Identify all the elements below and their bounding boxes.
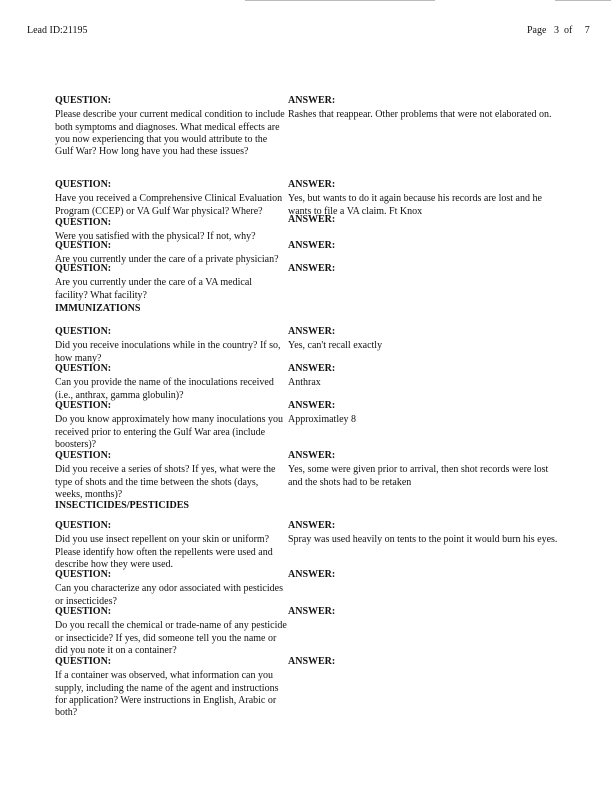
- question-text: If a container was observed, what information can you supply, including the name of the agent and instructions for application? Were instructions in English, Arabic or both?: [55, 670, 279, 719]
- question-text: Can you provide the name of the inoculations received (i.e., anthrax, gamma globulin)?: [55, 377, 274, 401]
- lead-id: Lead ID:21195: [27, 25, 88, 36]
- question-label: QUESTION:: [55, 326, 112, 337]
- question-label: QUESTION:: [55, 520, 112, 531]
- question-block: [55, 326, 287, 365]
- answer-block: [288, 363, 558, 390]
- answer-block: [288, 520, 558, 547]
- page-number: Page 3 of 7: [527, 25, 590, 36]
- question-block: [55, 520, 287, 571]
- question-block: [55, 263, 287, 302]
- answer-label: ANSWER:: [288, 606, 336, 617]
- answer-label: ANSWER:: [288, 240, 336, 251]
- answer-block: [288, 179, 558, 218]
- answer-label: ANSWER:: [288, 656, 336, 667]
- answer-block: [288, 240, 558, 254]
- answer-block: [288, 656, 558, 670]
- question-text: Did you receive a series of shots? If yes, what were the type of shots and the time between the shots (days, weeks, months)?: [55, 464, 276, 500]
- question-label: QUESTION:: [55, 450, 112, 461]
- answer-text: Spray was used heavily on tents to the point it would burn his eyes.: [288, 534, 558, 546]
- answer-text: Yes, can't recall exactly: [288, 340, 383, 352]
- answer-text: Anthrax: [288, 377, 321, 389]
- question-label: QUESTION:: [55, 363, 112, 374]
- question-block: [55, 179, 287, 218]
- question-block: [55, 95, 287, 158]
- answer-text: Rashes that reappear. Other problems that were not elaborated on.: [288, 109, 552, 121]
- scan-line: [555, 0, 611, 1]
- question-block: [55, 450, 287, 501]
- question-text: Did you receive inoculations while in the country? If so, how many?: [55, 340, 281, 364]
- question-text: Do you know approximately how many inoculations you received prior to entering the Gulf War area (include boosters)?: [55, 414, 284, 450]
- answer-label: ANSWER:: [288, 400, 336, 411]
- answer-label: ANSWER:: [288, 569, 336, 580]
- section-immunizations: IMMUNIZATIONS: [55, 303, 141, 314]
- question-label: QUESTION:: [55, 400, 112, 411]
- answer-label: ANSWER:: [288, 363, 336, 374]
- answer-block: [288, 95, 558, 122]
- answer-block: [288, 569, 558, 583]
- question-block: [55, 400, 287, 451]
- question-label: QUESTION:: [55, 656, 112, 667]
- question-text: Please describe your current medical condition to include both symptoms and diagnoses. What medical effects are you now experiencing that you would attribute to the Gulf War? How long have you had these issues?: [55, 109, 285, 158]
- scan-line: [245, 0, 435, 1]
- answer-text: Yes, some were given prior to arrival, then shot records were lost and the shots had to be retaken: [288, 464, 549, 488]
- question-text: Can you characterize any odor associated with pesticides or insecticides?: [55, 583, 283, 607]
- answer-label: ANSWER:: [288, 95, 336, 106]
- answer-label: ANSWER:: [288, 214, 336, 225]
- answer-block: [288, 326, 558, 353]
- question-block: [55, 363, 287, 402]
- question-text: Did you use insect repellent on your skin or uniform? Please identify how often the repellents were used and describe how they were used.: [55, 534, 273, 570]
- question-label: QUESTION:: [55, 569, 112, 580]
- question-block: [55, 606, 287, 657]
- answer-label: ANSWER:: [288, 326, 336, 337]
- question-block: [55, 569, 287, 608]
- answer-block: [288, 214, 558, 228]
- section-insecticides: INSECTICIDES/PESTICIDES: [55, 500, 189, 511]
- question-text: Were you satisfied with the physical? If not, why?: [55, 231, 256, 243]
- question-label: QUESTION:: [55, 95, 112, 106]
- answer-block: [288, 450, 558, 489]
- question-block: [55, 656, 287, 719]
- answer-block: [288, 606, 558, 620]
- answer-label: ANSWER:: [288, 520, 336, 531]
- answer-text: Approximatley 8: [288, 414, 357, 426]
- question-label: QUESTION:: [55, 606, 112, 617]
- question-label: QUESTION:: [55, 217, 112, 228]
- answer-label: ANSWER:: [288, 263, 336, 274]
- answer-label: ANSWER:: [288, 450, 336, 461]
- question-label: QUESTION:: [55, 179, 112, 190]
- question-text: Have you received a Comprehensive Clinical Evaluation Program (CCEP) or VA Gulf War physical? Where?: [55, 193, 283, 217]
- question-label: QUESTION:: [55, 240, 112, 251]
- answer-block: [288, 400, 558, 427]
- question-label: QUESTION:: [55, 263, 112, 274]
- answer-text: Yes, but wants to do it again because his records are lost and he wants to file a VA claim. Ft Knox: [288, 193, 542, 217]
- answer-block: [288, 263, 558, 277]
- question-text: Do you recall the chemical or trade-name of any pesticide or insecticide? If yes, did someone tell you the name or did you note it on a container?: [55, 620, 287, 656]
- answer-label: ANSWER:: [288, 179, 336, 190]
- question-text: Are you currently under the care of a VA medical facility? What facility?: [55, 277, 253, 301]
- question-text: Are you currently under the care of a private physician?: [55, 254, 279, 266]
